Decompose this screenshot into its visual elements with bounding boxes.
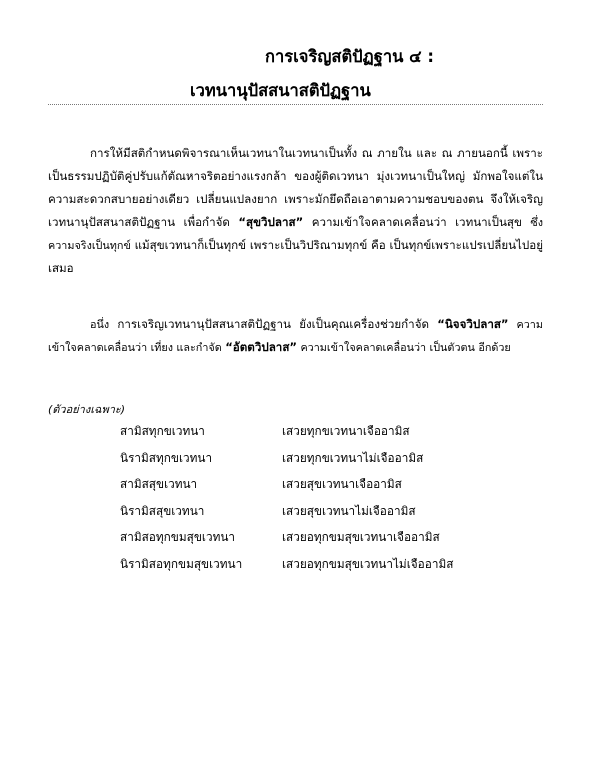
paragraph-2-text-b: ความเข้าใจคลาดเคลื่อนว่า เที่ยง และกำจัด xyxy=(48,318,543,354)
example-term: นิรามิสสุขเวทนา xyxy=(120,503,205,518)
page-subtitle: เวทนานุปัสสนาสติปัฏฐาน xyxy=(190,81,371,100)
paragraph-1-text-b: ความเข้าใจคลาดเคลื่อนว่า เวทนาเป็นสุข xyxy=(303,215,531,229)
example-term: นิรามิสทุกขเวทนา xyxy=(120,450,213,465)
example-meaning: เสวยอทุกขมสุขเวทนาเจืออามิส xyxy=(282,530,440,544)
example-term: สามิสทุกขเวทนา xyxy=(120,424,205,438)
example-term: นิรามิสอทุกขมสุขเวทนา xyxy=(120,556,243,571)
example-meaning: เสวยสุขเวทนาเจืออามิส xyxy=(282,477,402,491)
example-row xyxy=(120,502,453,529)
example-meaning: เสวยสุขเวทนาไม่เจืออามิส xyxy=(282,503,416,518)
example-row xyxy=(120,528,453,555)
example-term: สามิสอทุกขมสุขเวทนา xyxy=(120,530,236,544)
example-term: สามิสสุขเวทนา xyxy=(120,477,198,491)
example-row xyxy=(120,475,453,502)
paragraph-2-text-a: การเจริญเวทนานุปัสสนาสติปัฏฐาน ยังเป็นคุณเครื่องช่วยกำจัด xyxy=(109,317,438,331)
term-nicca-vipallasa: “นิจจวิปลาส” xyxy=(437,317,509,331)
paragraph-1 xyxy=(48,142,543,280)
page-title: การเจริญสติปัฏฐาน ๔ : xyxy=(265,47,434,66)
example-row xyxy=(120,555,453,582)
paragraph-1-text-d: แม้สุขเวทนาก็เป็นทุกข์ เพราะเป็นวิปริณามทุกข์ คือ เป็นทุกข์เพราะแปรเปลี่ยนไปอยู่เสมอ xyxy=(48,238,543,275)
paragraph-2 xyxy=(48,313,543,359)
example-meaning: เสวยทุกขเวทนาไม่เจืออามิส xyxy=(282,450,424,465)
paragraph-1-text-a: การให้มีสติกำหนดพิจารณาเห็นเวทนาในเวทนาเป็นทั้ง ณ ภายใน และ ณ ภายนอกนี้ เพราะเป็นธรรมปฏิบัติคู่ปรับแก้ตัณหาจริตอย่างแรงกล้า ของผู้ติดเวทนา มุ่งเวทนาเป็นใหญ่ มักพอใจแต่ในความสะดวกสบายอย่างเดียว เปลี่ยนแปลงยาก เพราะมักยึดถือเอาตามความชอบของตน จึงให้เจริญเวทนานุปัสสนาสติปัฏฐาน เพื่อกำจัด xyxy=(48,146,543,229)
examples-label: (ตัวอย่างเฉพาะ) xyxy=(48,403,126,416)
paragraph-1-text-c: ซึ่งความจริงเป็นทุกข์ xyxy=(48,216,543,252)
term-atta-vipallasa: “อัตตวิปลาส” xyxy=(225,340,298,354)
examples-table xyxy=(120,422,453,581)
example-row xyxy=(120,449,453,476)
term-sukha-vipallasa: “สุขวิปลาส” xyxy=(238,215,304,229)
paragraph-2-lead: อนึ่ง xyxy=(90,318,110,331)
dotted-divider xyxy=(48,104,543,105)
example-row xyxy=(120,422,453,449)
example-meaning: เสวยอทุกขมสุขเวทนาไม่เจืออามิส xyxy=(282,556,454,571)
example-meaning: เสวยทุกขเวทนาเจืออามิส xyxy=(282,424,410,438)
paragraph-2-text-c: ความเข้าใจคลาดเคลื่อนว่า เป็นตัวตน อีกด้วย xyxy=(297,341,511,354)
